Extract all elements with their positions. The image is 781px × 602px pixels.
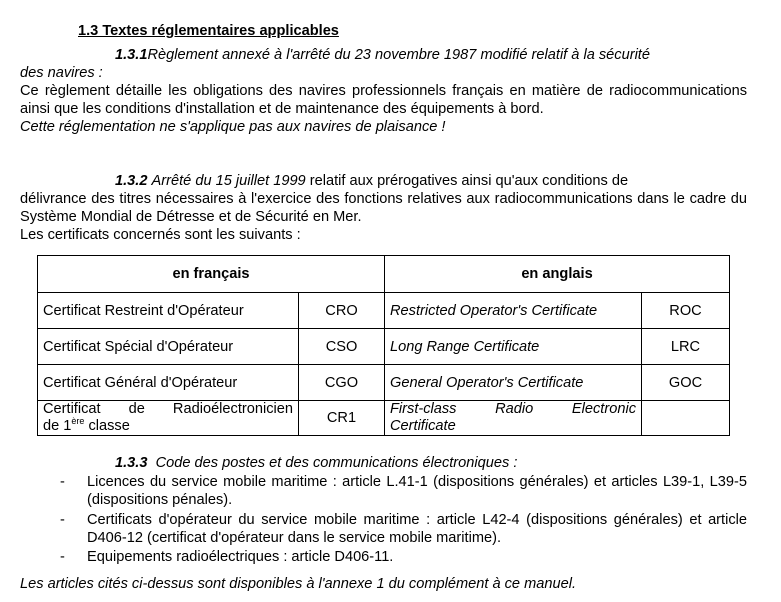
section-heading: 1.3 Textes réglementaires applicables <box>78 23 339 39</box>
section-number: 1.3.3 <box>115 455 148 471</box>
cell-fr-abbr: CGO <box>299 365 385 401</box>
table-row <box>38 293 730 329</box>
cell-fr: Certificat Général d'Opérateur <box>38 365 299 401</box>
section-1-3-2 <box>20 172 747 244</box>
bullet-mark: - <box>60 474 65 490</box>
section-body: délivrance des titres nécessaires à l'exercice des fonctions relatives aux radiocommunications dans le cadre du Système Mondial de Détresse et de Sécurité en Mer. <box>20 191 747 225</box>
header-english: en anglais <box>385 256 730 293</box>
section-1-3-2-title <box>20 172 747 190</box>
section-title: Arrêté du 15 juillet 1999 <box>151 173 306 189</box>
header-french: en français <box>38 256 385 293</box>
cell-en: General Operator's Certificate <box>385 365 642 401</box>
cell-fr-line1: Certificat de Radioélectronicien <box>43 401 293 417</box>
bullet-item: Licences du service mobile maritime : article L.41-1 (dispositions générales) et articles L39-1, L39-5 (dispositions pénales). <box>87 474 747 508</box>
cell-fr-line2-pre: de 1 <box>43 418 72 434</box>
footer-note: Les articles cités ci-dessus sont disponibles à l'annexe 1 du complément à ce manuel. <box>20 576 577 592</box>
table-row <box>38 329 730 365</box>
section-number: 1.3.2 <box>115 173 148 189</box>
cell-fr-line2 <box>43 418 293 435</box>
cell-fr-abbr: CSO <box>299 329 385 365</box>
bullet-item: Certificats d'opérateur du service mobile maritime : article L42-4 (dispositions générales) et article D406-12 (certificat d'opérateur dans le service mobile maritime). <box>87 512 747 546</box>
cell-en-abbr: GOC <box>642 365 730 401</box>
cell-fr-abbr: CRO <box>299 293 385 329</box>
cell-fr-abbr: CR1 <box>299 401 385 436</box>
cell-en-line2: Certificate <box>390 418 456 434</box>
bullet-item: Equipements radioélectriques : article D406-11. <box>87 549 394 565</box>
cell-en-abbr: LRC <box>642 329 730 365</box>
cell-fr-line2-post: classe <box>84 418 130 434</box>
section-body-start: relatif aux prérogatives ainsi qu'aux conditions de <box>305 173 629 189</box>
section-note: Cette réglementation ne s'applique pas aux navires de plaisance ! <box>20 119 446 135</box>
table-row <box>38 365 730 401</box>
certificates-table <box>37 255 730 436</box>
section-1-3-1-title <box>20 46 747 64</box>
section-body: Ce règlement détaille les obligations des navires professionnels français en matière de radiocommunications ainsi que les conditions d'installation et de maintenance des équipements à bord. <box>20 83 747 117</box>
cell-fr <box>38 401 299 436</box>
cell-en: Long Range Certificate <box>385 329 642 365</box>
section-1-3-3-title <box>115 454 517 472</box>
cell-fr: Certificat Restreint d'Opérateur <box>38 293 299 329</box>
cell-en-abbr: ROC <box>642 293 730 329</box>
bullet-mark: - <box>60 512 65 528</box>
section-title: Code des postes et des communications électroniques : <box>155 455 518 471</box>
section-number: 1.3.1 <box>115 47 148 63</box>
bullet-mark: - <box>60 549 65 565</box>
section-intro: Les certificats concernés sont les suivants : <box>20 227 301 243</box>
table-row <box>38 401 730 436</box>
section-1-3-1 <box>20 46 747 136</box>
cell-en <box>385 401 642 436</box>
table-header-row <box>38 256 730 293</box>
cell-fr-line2-sup: ère <box>71 416 85 427</box>
cell-en-abbr <box>642 401 730 436</box>
cell-en: Restricted Operator's Certificate <box>385 293 642 329</box>
section-title-cont: des navires : <box>20 65 103 81</box>
cell-en-line1: First-class Radio Electronic <box>390 401 636 417</box>
cell-fr: Certificat Spécial d'Opérateur <box>38 329 299 365</box>
section-title: Règlement annexé à l'arrêté du 23 novembre 1987 modifié relatif à la sécurité <box>147 47 650 63</box>
